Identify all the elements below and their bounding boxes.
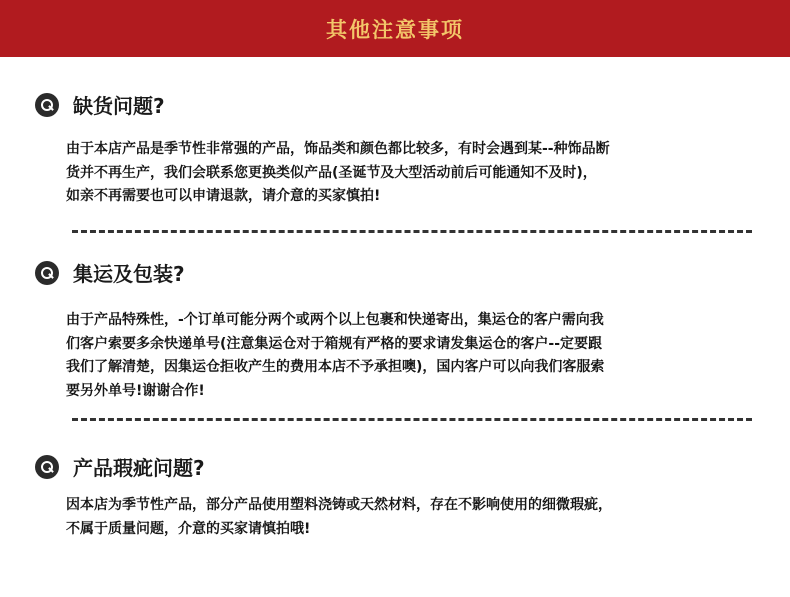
section-title: 集运及包装? (73, 262, 185, 286)
body-line: 要另外单号!谢谢合作! (66, 382, 205, 399)
section-heading-product-defects (35, 452, 205, 481)
section-body-consolidation-packaging (66, 309, 706, 403)
section-title: 产品瑕疵问题? (73, 456, 205, 480)
dashed-divider (72, 230, 752, 233)
section-body-product-defects (66, 494, 706, 541)
section-body-out-of-stock (66, 138, 706, 209)
section-heading-consolidation-packaging (35, 258, 185, 287)
body-line: 由于本店产品是季节性非常强的产品，饰品类和颜色都比较多，有时会遇到某--种饰品断 (66, 141, 610, 157)
section-heading-out-of-stock (35, 90, 165, 119)
body-line: 货并不再生产，我们会联系您更换类似产品(圣诞节及大型活动前后可能通知不及时)， (66, 164, 597, 181)
dashed-divider (72, 418, 752, 421)
section-title: 缺货问题? (73, 94, 165, 118)
question-q-icon (35, 261, 59, 285)
body-line: 因本店为季节性产品，部分产品使用塑料浇铸或天然材料，存在不影响使用的细微瑕疵， (66, 497, 612, 513)
body-line: 不属于质量问题，介意的买家请慎拍哦! (66, 520, 311, 537)
body-line: 由于产品特殊性，-个订单可能分两个或两个以上包裹和快递寄出，集运仓的客户需向我 (66, 312, 604, 328)
body-line: 如亲不再需要也可以申请退款，请介意的买家慎拍! (66, 188, 381, 204)
body-line: 们客户索要多余快递单号(注意集运仓对于箱规有严格的要求请发集运仓的客户--定要跟 (66, 335, 603, 352)
question-q-icon (35, 455, 59, 479)
question-q-icon (35, 93, 59, 117)
body-line: 我们了解清楚，因集运仓拒收产生的费用本店不予承担噢)，国内客户可以向我们客服索 (66, 359, 605, 375)
header-banner (0, 0, 790, 57)
page-title: 其他注意事项 (326, 16, 464, 42)
